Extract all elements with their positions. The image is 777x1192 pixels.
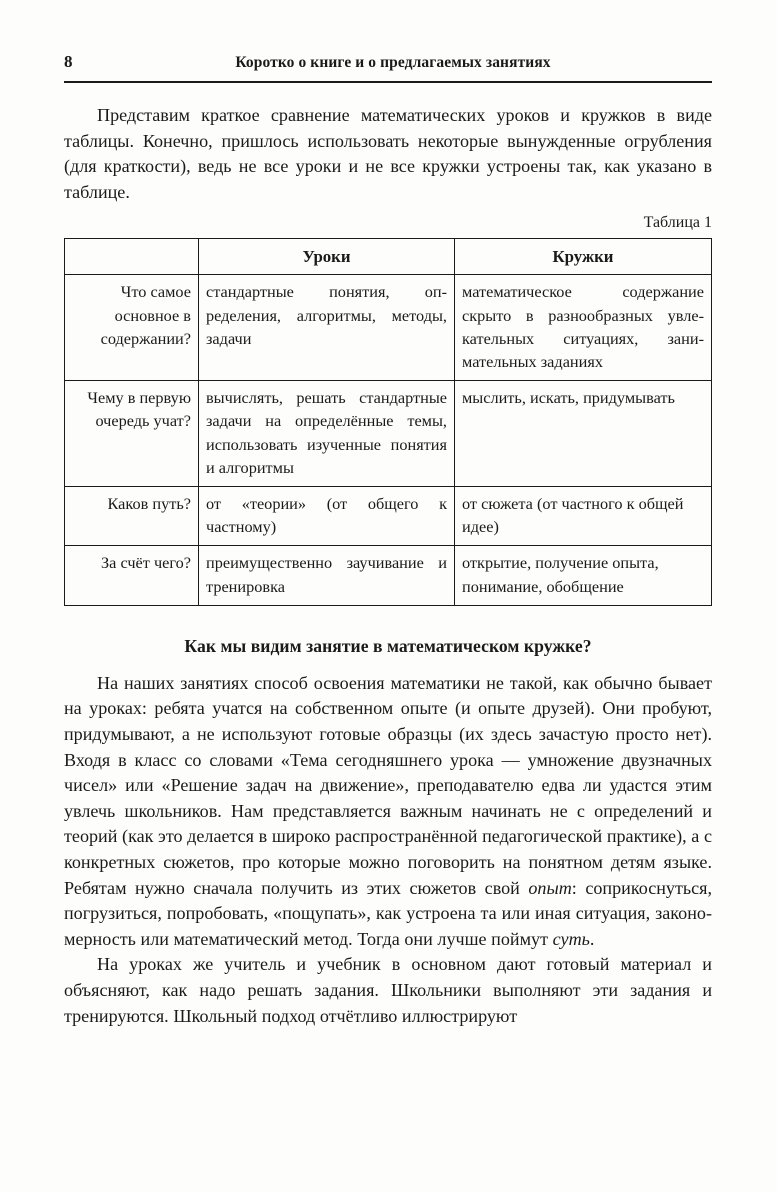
table-row [65, 381, 712, 487]
row-lessons: стандартные понятия, определения, алгоритмы, методы, задачи [199, 275, 455, 381]
table-row [65, 487, 712, 546]
comparison-table [64, 238, 712, 605]
table-row [65, 275, 712, 381]
paragraph-text-part2: : соприкоснуться, погрузиться, попробовать, «пощупать», как устроена та или иная ситуация, закономерность или математический метод. Тогда они лучше поймут [64, 877, 712, 949]
table-body [65, 275, 712, 605]
row-question: Каков путь? [65, 487, 199, 546]
table-header-row [65, 239, 712, 275]
table-header-blank [65, 239, 199, 275]
table-row [65, 546, 712, 605]
table-header-lessons: Уроки [199, 239, 455, 275]
paragraph-text-part1: На наших занятиях способ освоения математики не такой, как обычно бывает на уроках: ребята учатся на собственном опыте (и опыте друзей). Они пробуют, придумывают, а не используют готовые образцы (их здесь зачастую просто нет). Входя в класс со словами «Тема сегодняшнего урока — умножение двузначных чисел» или «Решение задач на движение», преподавателю едва ли удастся этим увлечь школьников. Нам представляется важным начинать не с определений и теорий (как это делается в широко распространённой педагогической практике), а с конкретных сюжетов, про которые можно поговорить на понятном детям языке. Ребятам нужно сначала получить из этих сюжетов свой [64, 672, 712, 898]
body-paragraph-1 [64, 671, 712, 953]
page-content [64, 52, 712, 1029]
intro-paragraph: Представим краткое сравнение математических уроков и кружков в виде таблицы. Конечно, пришлось использовать некоторые вынужденные огрубления (для краткости), ведь не все уроки и не все кружки устроены так, как указано в таблице. [64, 105, 712, 202]
paragraph-text-part3: . [589, 928, 595, 949]
table-header-clubs: Кружки [455, 239, 712, 275]
running-head [64, 52, 712, 80]
emphasis-opyt: опыт [528, 877, 572, 898]
header-rule [64, 81, 712, 83]
row-clubs: открытие, получение опыта, понимание, обобщение [455, 546, 712, 605]
row-lessons: от «теории» (от общего к частному) [199, 487, 455, 546]
table-caption: Таблица 1 [643, 214, 712, 232]
row-question: Что самое основное в содержании? [65, 275, 199, 381]
row-lessons: преимущественно заучивание и тренировка [199, 546, 455, 605]
table-head [65, 239, 712, 275]
section-heading: Как мы видим занятие в математическом кружке? [184, 635, 592, 656]
running-head-title: Коротко о книге и о предлагаемых занятиях [235, 54, 551, 71]
row-clubs: математическое содержание скрыто в разнообразных увлекательных ситуациях, занимательных заданиях [455, 275, 712, 381]
body-paragraph-2: На уроках же учитель и учебник в основном дают готовый материал и объясняют, как надо решать задания. Школьники выполняют эти задания и тренируются. Школьный подход отчётливо иллюстрируют [64, 954, 712, 1026]
row-question: Чему в первую очередь учат? [65, 381, 199, 487]
row-clubs: от сюжета (от частного к общей идее) [455, 487, 712, 546]
page-number: 8 [64, 52, 73, 71]
row-question: За счёт чего? [65, 546, 199, 605]
row-clubs: мыслить, искать, придумывать [455, 381, 712, 487]
emphasis-sut: суть [552, 928, 590, 949]
row-lessons: вычислять, решать стандартные задачи на определённые темы, использовать изученные понятия и алгоритмы [199, 381, 455, 487]
